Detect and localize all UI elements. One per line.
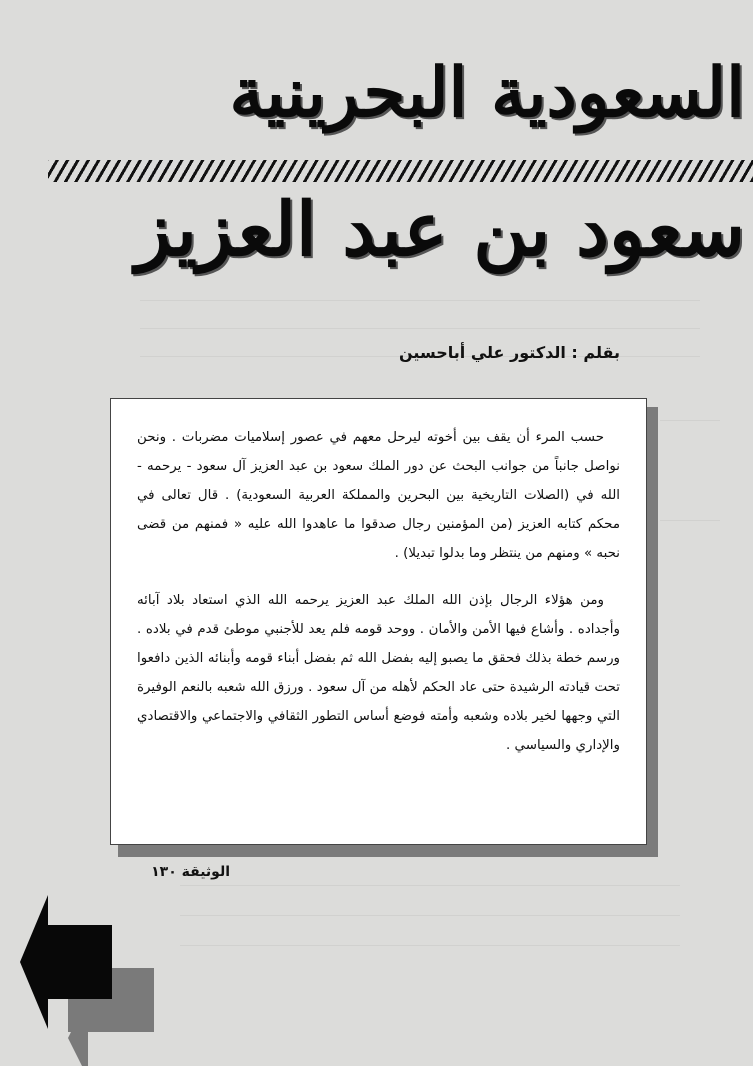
article-paragraph-1: حسب المرء أن يقف بين أخوته ليرحل معهم في عصور إسلاميات مضربات . ونحن نواصل جانباً من جوانب البحث عن دور الملك سعود بن عبد العزيز آل سعود - يرحمه - الله في (الصلات التاريخية بين البحرين والمملكة العربية السعودية) . قال تعالى في محكم كتابه العزيز (من المؤمنين رجال صدقوا ما عاهدوا الله عليه « فمنهم من قضى نحبه » ومنهم من ينتظر وما بدلوا تبديلا) . [137,430,620,561]
show-through-line [140,328,700,329]
show-through-line [180,945,680,946]
page-label: الوثيقة ١٣٠ [151,864,230,880]
arrow-main-head [20,895,48,1029]
show-through-line [660,520,720,521]
article-paragraph-2: ومن هؤلاء الرجال بإذن الله الملك عبد العزيز يرحمه الله الذي استعاد بلاد آبائه وأجداده . وأشاع فيها الأمن والأمان . ووحد قومه فلم يعد للأجنبي موطئ قدم في بلاده . ورسم خطة بذلك فحقق ما يصبو إليه بفضل الله ثم بفضل أبناء قومه وأبنائه الذين دافعوا تحت قيادته الرشيدة حتى عاد الحكم لأهله من آل سعود . ورزق الله شعبه بالنعم الوفيرة التي وجهها لخير بلاده وشعبه وأمته فوضع أساس التطور الثقافي والاجتماعي والاقتصادي والإداري والسياسي . [137,593,620,753]
header-title-line1: السعودية البحرينية [229,53,745,133]
show-through-line [140,300,700,301]
arrow-back-head [68,998,88,1066]
show-through-line [660,420,720,421]
author-byline: بقلم : الدكتور علي أباحسين [399,343,620,362]
header-title-line2: سعود بن عبد العزيز [135,187,745,273]
article-box [110,398,647,845]
arrow-main-block [40,925,112,999]
show-through-line [180,915,680,916]
show-through-line [180,885,680,886]
